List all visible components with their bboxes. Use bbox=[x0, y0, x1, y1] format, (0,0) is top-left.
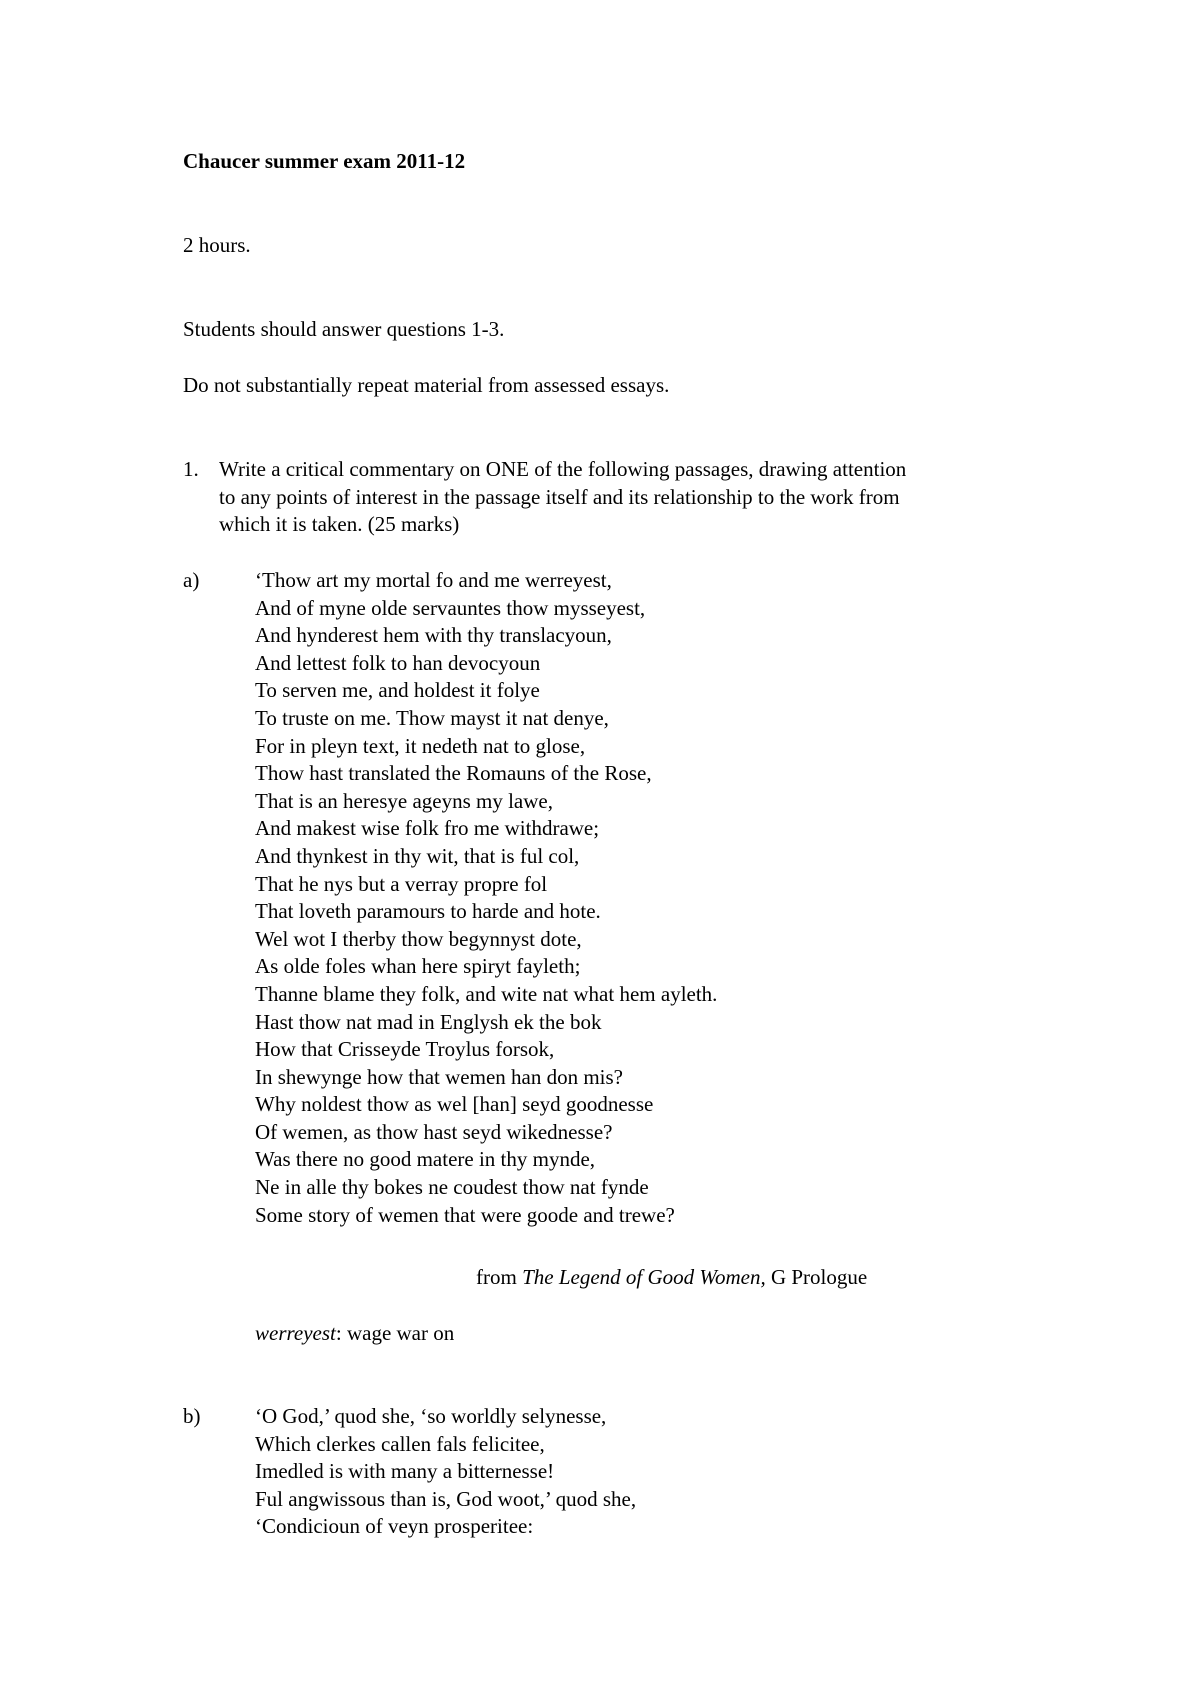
poem-line: That he nys but a verray propre fol bbox=[255, 871, 548, 896]
poem-line: How that Crisseyde Troylus forsok, bbox=[255, 1037, 555, 1062]
poem-line: Hast thow nat mad in Englysh ek the bok bbox=[255, 1009, 602, 1034]
poem-line: Thow hast translated the Romauns of the Rose, bbox=[255, 761, 652, 786]
passage-a-label: a) bbox=[183, 568, 200, 592]
poem-line: ‘Thow art my mortal fo and me werreyest, bbox=[255, 568, 612, 592]
poem-line: And makest wise folk fro me withdrawe; bbox=[255, 816, 600, 841]
poem-line: ‘O God,’ quod she, ‘so worldly selynesse, bbox=[255, 1404, 607, 1428]
poem-line: Imedled is with many a bitternesse! bbox=[255, 1459, 555, 1484]
question-text-line: to any points of interest in the passage itself and its relationship to the work from bbox=[219, 484, 900, 509]
source-prefix: from bbox=[476, 1265, 523, 1289]
poem-line: And of myne olde servauntes thow mysseyest, bbox=[255, 595, 646, 620]
poem-line: Thanne blame they folk, and wite nat what hem ayleth. bbox=[255, 981, 718, 1006]
question-text-line: which it is taken. (25 marks) bbox=[219, 512, 460, 537]
poem-line: And hynderest hem with thy translacyoun, bbox=[255, 623, 612, 648]
passage-a-poem bbox=[255, 567, 717, 1229]
poem-line: And lettest folk to han devocyoun bbox=[255, 650, 541, 675]
poem-line: ‘Condicioun of veyn prosperitee: bbox=[255, 1514, 534, 1539]
question-text-line: Write a critical commentary on ONE of the following passages, drawing attention bbox=[219, 457, 907, 481]
passage-b-label: b) bbox=[183, 1404, 201, 1428]
exam-duration: 2 hours. bbox=[183, 233, 251, 257]
instruction-repeat: Do not substantially repeat material from assessed essays. bbox=[183, 373, 670, 397]
poem-line: Which clerkes callen fals felicitee, bbox=[255, 1431, 545, 1456]
poem-line: Was there no good matere in thy mynde, bbox=[255, 1147, 596, 1172]
poem-line: To serven me, and holdest it folye bbox=[255, 678, 540, 703]
gloss-word: werreyest bbox=[255, 1321, 336, 1345]
poem-line: That loveth paramours to harde and hote. bbox=[255, 899, 601, 924]
poem-line: Ful angwissous than is, God woot,’ quod she, bbox=[255, 1486, 637, 1511]
poem-line: Why noldest thow as wel [han] seyd goodnesse bbox=[255, 1092, 654, 1117]
question-number: 1. bbox=[183, 457, 199, 481]
page-title: Chaucer summer exam 2011-12 bbox=[183, 149, 466, 173]
poem-line: Wel wot I therby thow begynnyst dote, bbox=[255, 926, 582, 951]
poem-line: Some story of wemen that were goode and trewe? bbox=[255, 1202, 675, 1227]
poem-line: To truste on me. Thow mayst it nat denye, bbox=[255, 705, 609, 730]
poem-line: For in pleyn text, it nedeth nat to glose, bbox=[255, 733, 586, 758]
instruction-answer: Students should answer questions 1-3. bbox=[183, 317, 505, 341]
poem-line: Ne in alle thy bokes ne coudest thow nat fynde bbox=[255, 1175, 649, 1200]
gloss-text: : wage war on bbox=[335, 1321, 455, 1345]
source-suffix: G Prologue bbox=[765, 1265, 868, 1289]
poem-line: Of wemen, as thow hast seyd wikednesse? bbox=[255, 1119, 613, 1144]
poem-line: In shewynge how that wemen han don mis? bbox=[255, 1064, 624, 1089]
source-title: The Legend of Good Women, bbox=[522, 1265, 766, 1289]
poem-line: As olde foles whan here spiryt fayleth; bbox=[255, 954, 581, 979]
passage-a-source bbox=[476, 1264, 867, 1292]
passage-b-poem bbox=[255, 1403, 636, 1541]
poem-line: That is an heresye ageyns my lawe, bbox=[255, 788, 553, 813]
passage-a-gloss bbox=[255, 1320, 454, 1348]
poem-line: And thynkest in thy wit, that is ful col, bbox=[255, 843, 580, 868]
